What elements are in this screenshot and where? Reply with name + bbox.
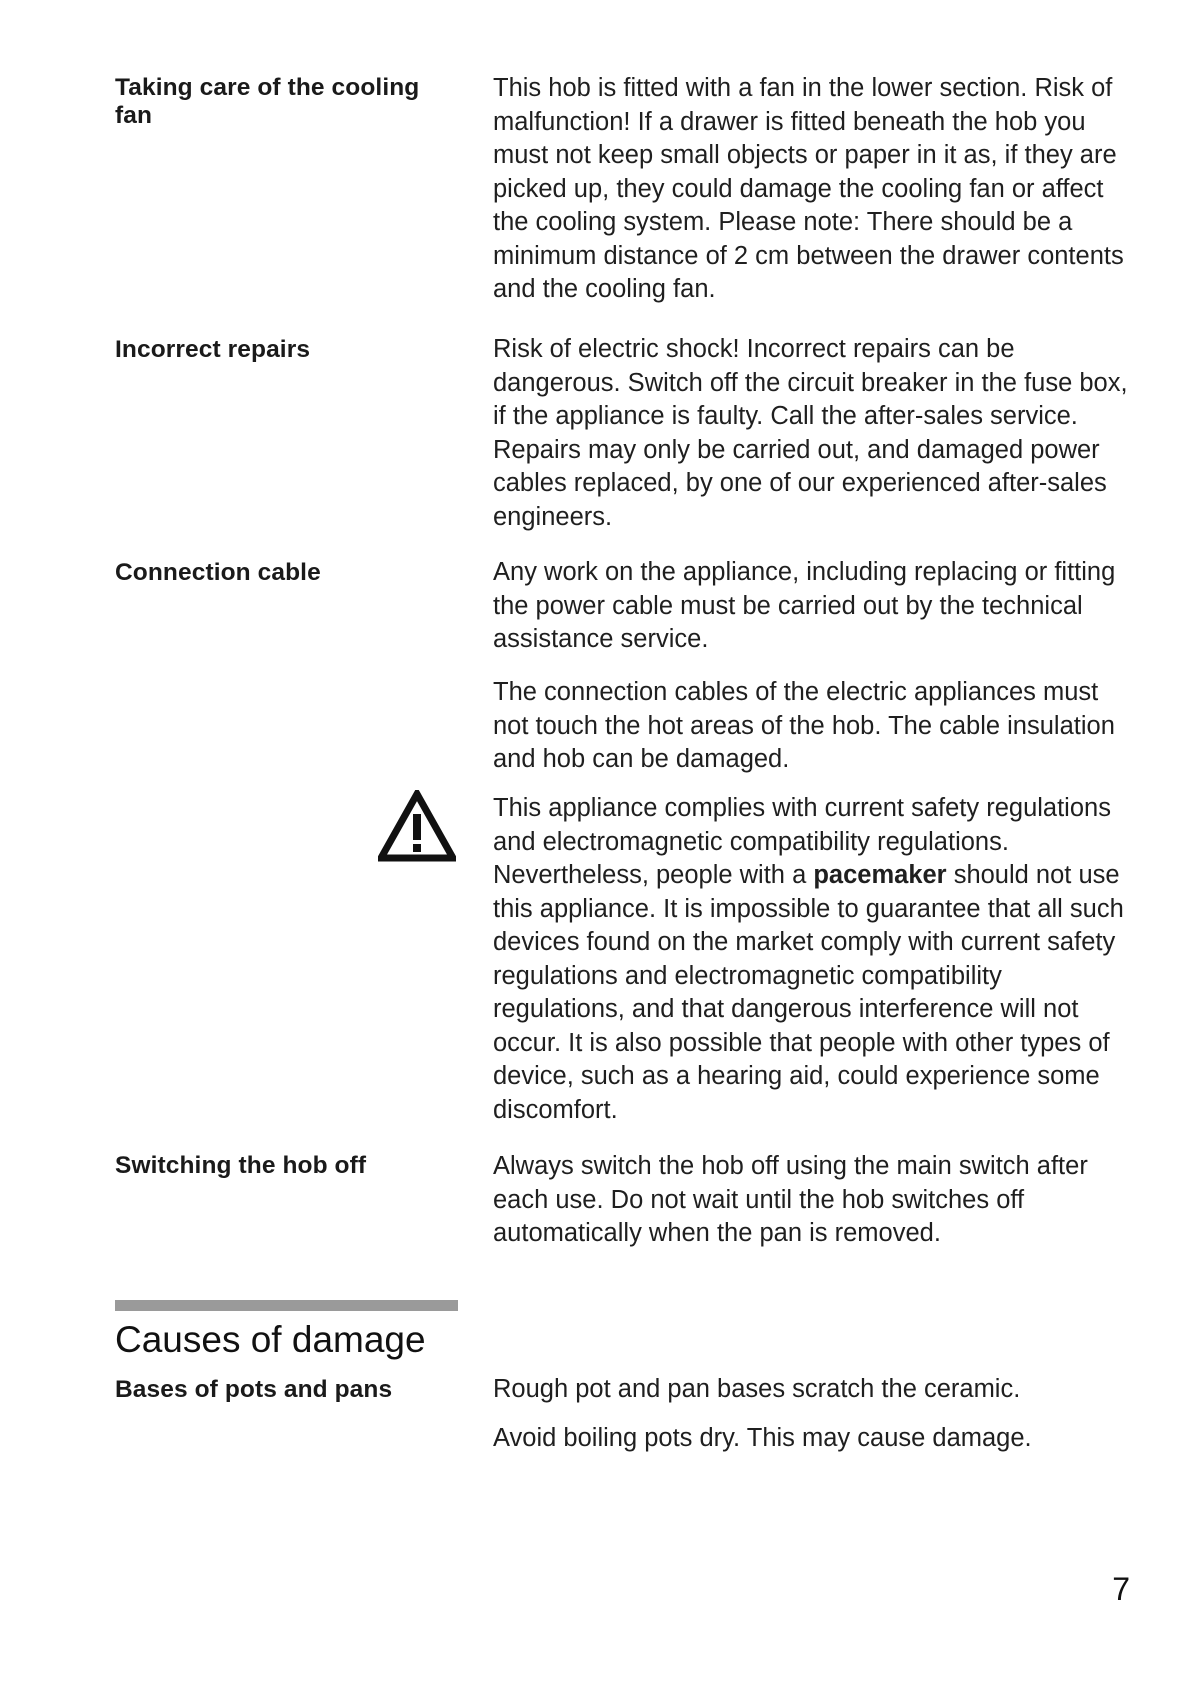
text-bases-2: Avoid boiling pots dry. This may cause damage. [493, 1424, 1032, 1452]
section-rule [115, 1300, 458, 1311]
heading-bases: Bases of pots and pans [115, 1376, 393, 1403]
warning-triangle-icon [378, 790, 456, 862]
text-bases-1: Rough pot and pan bases scratch the ceramic. [493, 1375, 1021, 1403]
text-connection-cable-2: The connection cables of the electric appliances must not touch the hot areas of the hob. The cable insulation and hob can be damaged. [493, 678, 1115, 773]
text-incorrect-repairs: Risk of electric shock! Incorrect repairs can be dangerous. Switch off the circuit breaker in the fuse box, if the appliance is faulty. Call the after-sales service. Repairs may only be carried out, and damaged power cables replaced, by one of our experienced after-sales engineers. [493, 335, 1128, 531]
pacemaker-text-before: This appliance complies with current safety regulations and electromagnetic compatibility regulations. Nevertheless, people with a [493, 794, 1111, 889]
text-cooling-fan: This hob is fitted with a fan in the lower section. Risk of malfunction! If a drawer is fitted beneath the hob you must not keep small objects or paper in it as, if they are picked up, they could damage the cooling fan or affect the cooling system. Please note: There should be a minimum distance of 2 cm between the drawer contents and the cooling fan. [493, 74, 1124, 303]
text-switching-off: Always switch the hob off using the main switch after each use. Do not wait until the hob switches off automatically when the pan is removed. [493, 1152, 1088, 1247]
pacemaker-text-after: should not use this appliance. It is impossible to guarantee that all such devices found on the market comply with current safety regulations and electromagnetic compatibility regulations, and that dangerous interference will not occur. It is also possible that people with other types of device, such as a hearing aid, could experience some discomfort. [493, 861, 1124, 1124]
heading-incorrect-repairs: Incorrect repairs [115, 336, 311, 363]
text-connection-cable-1: Any work on the appliance, including replacing or fitting the power cable must be carried out by the technical assistance service. [493, 558, 1116, 653]
text-pacemaker-warning [493, 792, 1133, 1127]
section-title-causes: Causes of damage [115, 1319, 426, 1360]
pacemaker-bold: pacemaker [813, 861, 947, 889]
heading-switching-off: Switching the hob off [115, 1152, 367, 1179]
page-number: 7 [1112, 1571, 1130, 1607]
heading-cooling-fan: Taking care of the cooling fan [115, 74, 420, 129]
heading-connection-cable: Connection cable [115, 559, 321, 586]
